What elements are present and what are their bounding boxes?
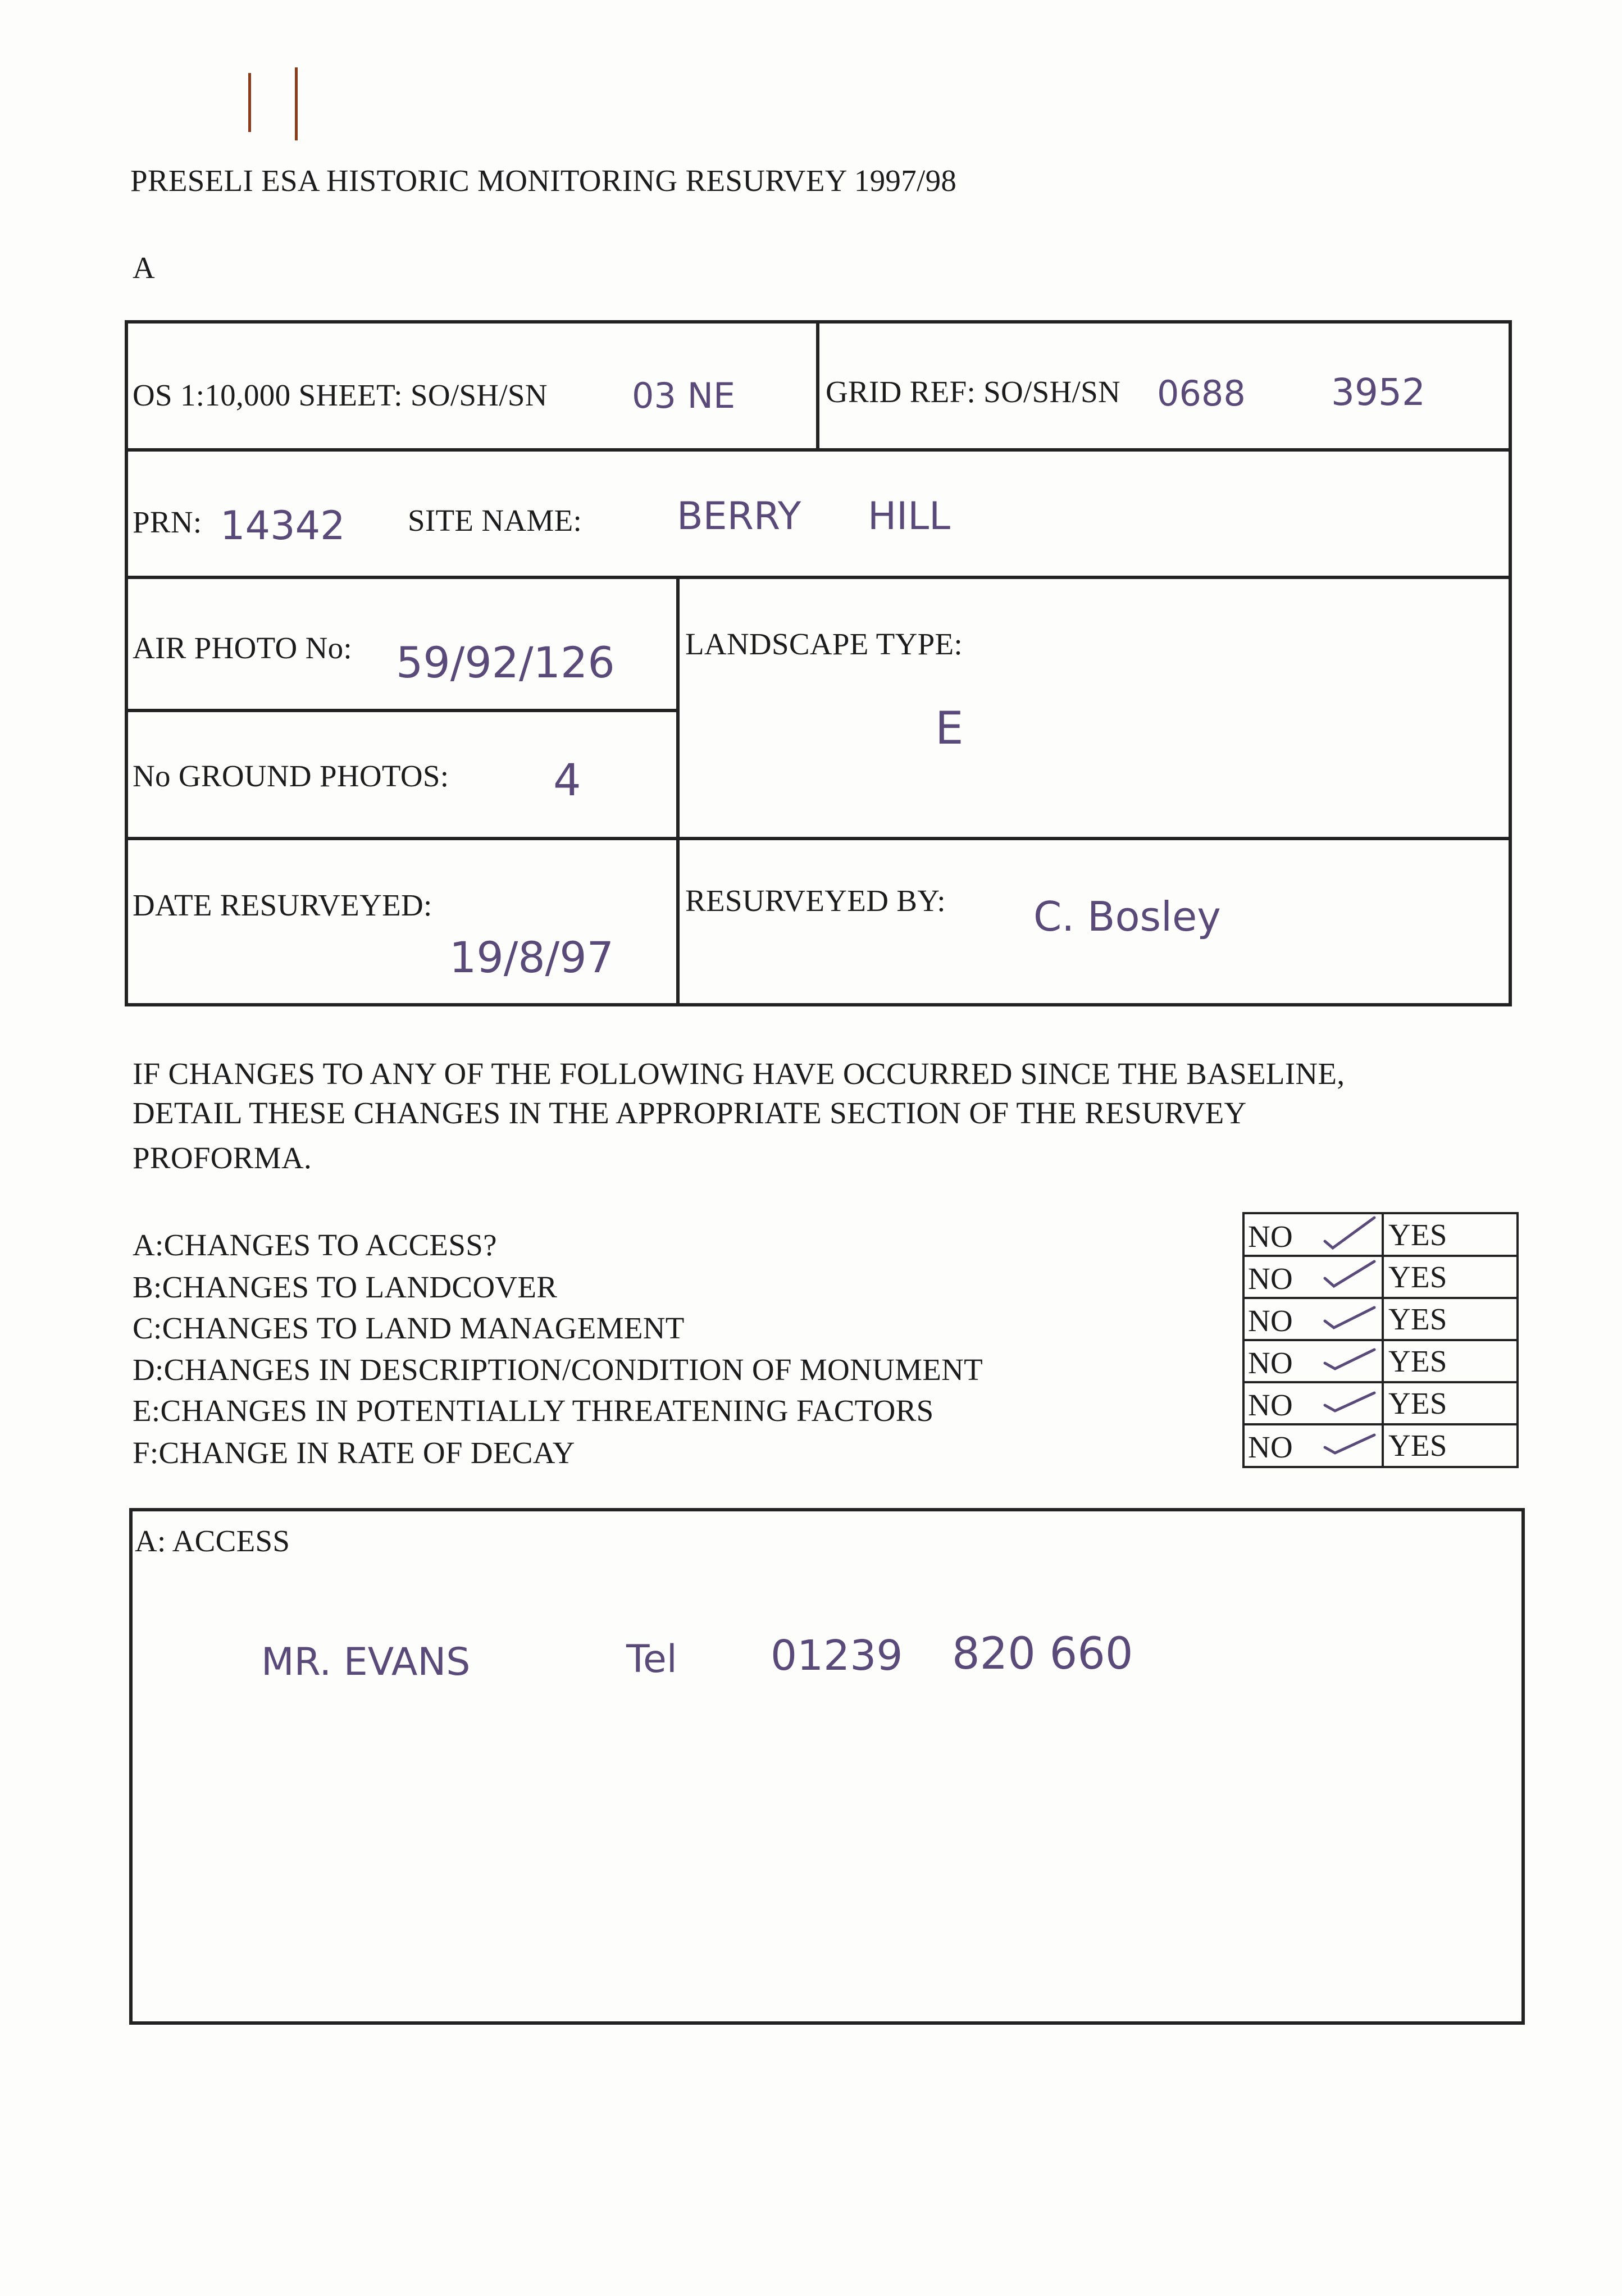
resurveyed-by-label: RESURVEYED BY:: [685, 883, 946, 918]
check-mark-icon: [1323, 1386, 1379, 1423]
section-letter: A: [133, 250, 156, 285]
grid-ref-label: GRID REF: SO/SH/SN: [826, 375, 1120, 409]
change-question-c: C:CHANGES TO LAND MANAGEMENT: [133, 1311, 685, 1345]
instruction-line-2: DETAIL THESE CHANGES IN THE APPROPRIATE SECTION OF THE RESURVEY: [133, 1096, 1247, 1130]
instruction-line-1: IF CHANGES TO ANY OF THE FOLLOWING HAVE OCCURRED SINCE THE BASELINE,: [133, 1056, 1345, 1091]
answer-yes-b[interactable]: YES: [1388, 1260, 1447, 1294]
access-tel-number: 820 660: [952, 1629, 1133, 1679]
divider: [676, 576, 680, 1006]
check-mark-icon: [1323, 1213, 1379, 1255]
access-tel-code: 01239: [771, 1632, 903, 1680]
answer-yes-a[interactable]: YES: [1388, 1218, 1447, 1252]
change-question-b: B:CHANGES TO LANDCOVER: [133, 1270, 558, 1304]
check-mark-icon: [1323, 1258, 1379, 1295]
answer-no-f[interactable]: NO: [1248, 1430, 1293, 1464]
date-value: 19/8/97: [449, 932, 614, 982]
prn-value: 14342: [220, 503, 345, 549]
answer-no-a[interactable]: NO: [1248, 1219, 1293, 1254]
resurveyed-by-value: C. Bosley: [1033, 893, 1221, 940]
access-box: [129, 1508, 1525, 2025]
answer-yes-e[interactable]: YES: [1388, 1386, 1447, 1420]
punch-mark: [295, 67, 298, 140]
date-label: DATE RESURVEYED:: [133, 888, 432, 922]
divider: [1242, 1381, 1519, 1383]
divider: [1242, 1423, 1519, 1425]
form-title: PRESELI ESA HISTORIC MONITORING RESURVEY 1997/98: [130, 163, 957, 198]
landscape-type-value: E: [935, 702, 964, 754]
access-contact-name: MR. EVANS: [261, 1640, 471, 1684]
change-question-d: D:CHANGES IN DESCRIPTION/CONDITION OF MONUMENT: [133, 1352, 983, 1387]
access-heading: A: ACCESS: [135, 1524, 290, 1558]
instruction-line-3: PROFORMA.: [133, 1141, 312, 1175]
ground-photos-label: No GROUND PHOTOS:: [133, 759, 449, 793]
answer-yes-f[interactable]: YES: [1388, 1428, 1447, 1463]
site-name-value-1: BERRY: [677, 494, 801, 539]
check-mark-icon: [1323, 1428, 1379, 1465]
answer-no-b[interactable]: NO: [1248, 1261, 1293, 1296]
check-mark-icon: [1323, 1344, 1379, 1381]
site-name-value-2: HILL: [868, 494, 950, 539]
air-photo-label: AIR PHOTO No:: [133, 631, 352, 665]
ground-photos-value: 4: [553, 755, 581, 806]
landscape-type-label: LANDSCAPE TYPE:: [685, 627, 963, 661]
divider: [125, 709, 678, 712]
change-question-e: E:CHANGES IN POTENTIALLY THREATENING FACTORS: [133, 1393, 934, 1428]
divider: [1242, 1339, 1519, 1341]
air-photo-value: 59/92/126: [396, 637, 615, 687]
answer-no-c[interactable]: NO: [1248, 1304, 1293, 1338]
os-sheet-value: 03 NE: [632, 375, 736, 416]
answer-yes-c[interactable]: YES: [1388, 1302, 1447, 1336]
punch-mark: [248, 73, 251, 132]
change-question-f: F:CHANGE IN RATE OF DECAY: [133, 1436, 575, 1470]
check-mark-icon: [1323, 1302, 1379, 1338]
divider: [125, 837, 1512, 840]
divider: [1242, 1255, 1519, 1257]
os-sheet-label: OS 1:10,000 SHEET: SO/SH/SN: [133, 378, 548, 412]
access-tel-label: Tel: [626, 1637, 677, 1682]
grid-ref-easting: 0688: [1157, 373, 1246, 414]
divider: [816, 320, 819, 450]
grid-ref-northing: 3952: [1331, 371, 1425, 414]
change-question-a: A:CHANGES TO ACCESS?: [133, 1228, 497, 1262]
prn-label: PRN:: [133, 505, 202, 539]
site-name-label: SITE NAME:: [408, 503, 582, 537]
answer-no-d[interactable]: NO: [1248, 1346, 1293, 1380]
divider: [1242, 1297, 1519, 1299]
answer-no-e[interactable]: NO: [1248, 1388, 1293, 1422]
divider: [125, 576, 1512, 579]
answer-yes-d[interactable]: YES: [1388, 1344, 1447, 1378]
